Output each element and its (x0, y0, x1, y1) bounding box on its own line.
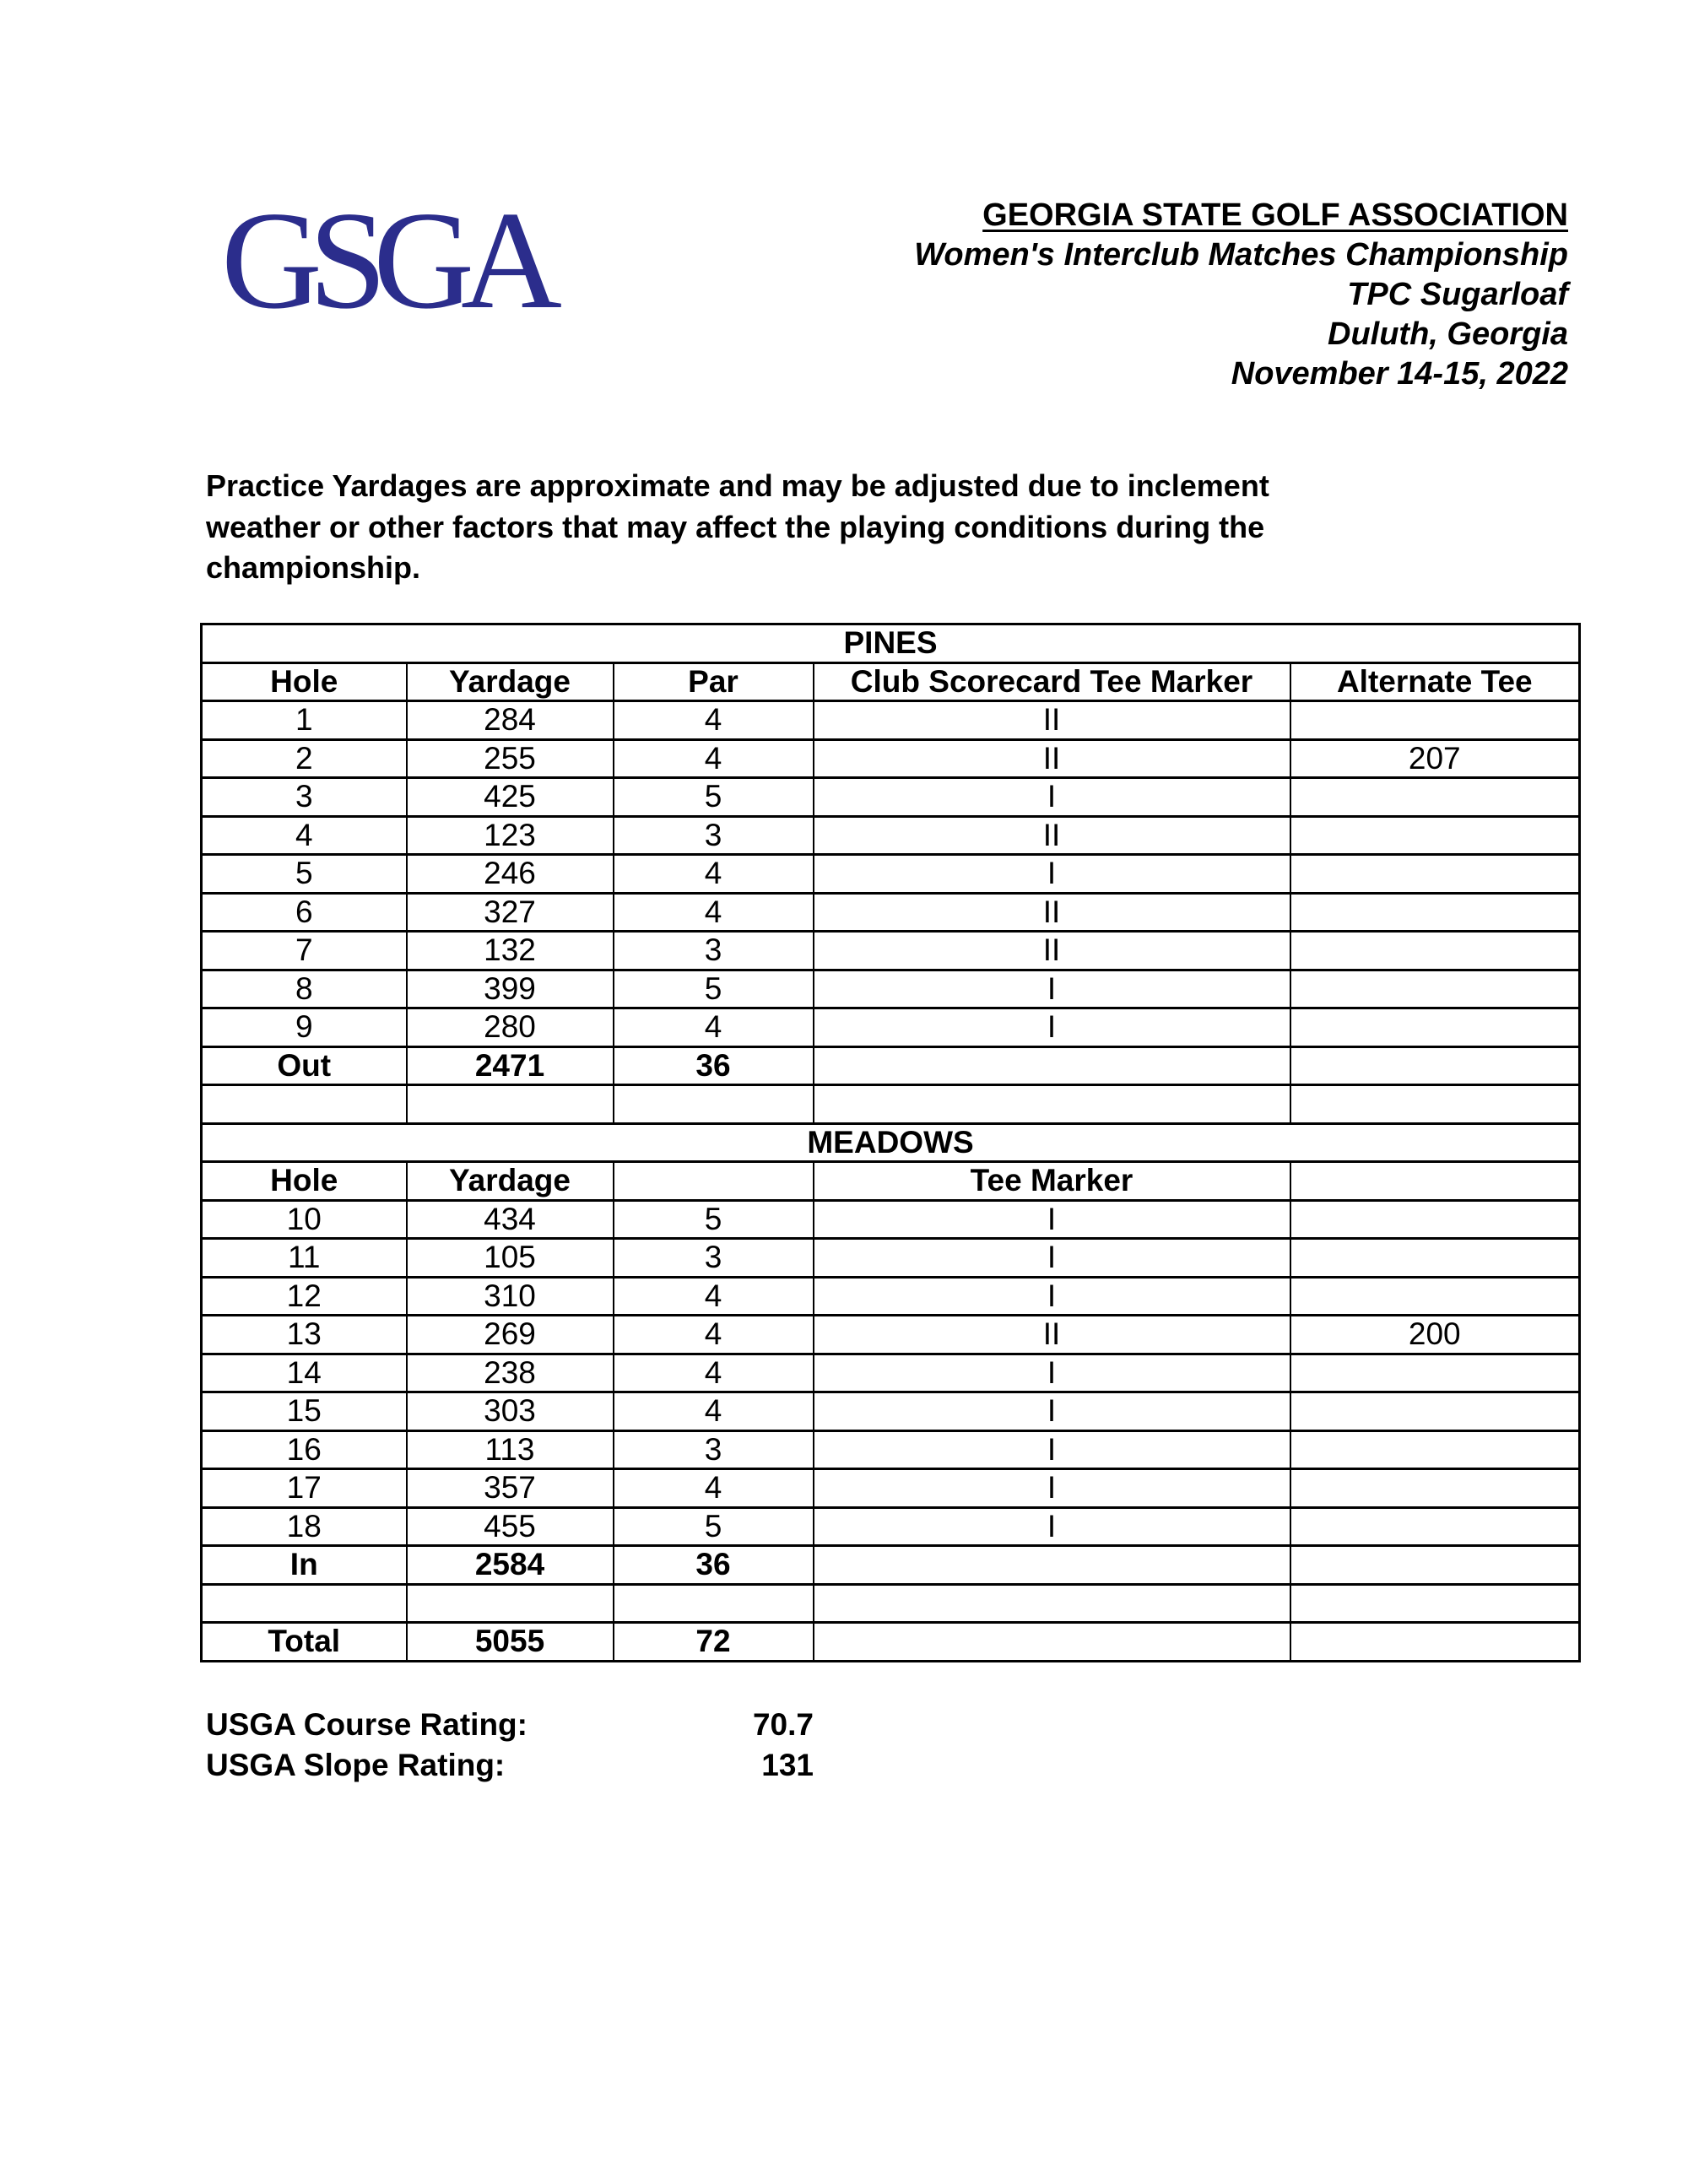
column-header: Yardage (407, 1162, 614, 1201)
hole-hole-cell: 13 (202, 1316, 407, 1354)
hole-tee-cell: I (814, 1354, 1290, 1392)
hole-row (202, 739, 1580, 778)
hole-row (202, 1277, 1580, 1316)
hole-yardage-cell: 425 (407, 778, 614, 817)
hole-par-cell: 4 (614, 739, 814, 778)
hole-row (202, 1316, 1580, 1354)
event-header (914, 196, 1568, 394)
hole-hole-cell: 2 (202, 739, 407, 778)
hole-par-cell: 3 (614, 1430, 814, 1469)
empty-cell (407, 1584, 614, 1623)
hole-row (202, 1469, 1580, 1508)
hole-par-cell: 5 (614, 778, 814, 817)
hole-yardage-cell: 455 (407, 1507, 614, 1546)
hole-yardage-cell: 284 (407, 701, 614, 740)
hole-alt-cell: 207 (1290, 739, 1580, 778)
hole-row (202, 1239, 1580, 1278)
hole-yardage-cell: 123 (407, 816, 614, 855)
out-row-par: 36 (614, 1046, 814, 1085)
empty-cell (814, 1546, 1290, 1585)
hole-par-cell: 4 (614, 701, 814, 740)
hole-hole-cell: 11 (202, 1239, 407, 1278)
hole-tee-cell: I (814, 778, 1290, 817)
hole-row (202, 893, 1580, 932)
yardage-table (200, 623, 1581, 1662)
hole-alt-cell (1290, 701, 1580, 740)
hole-yardage-cell: 269 (407, 1316, 614, 1354)
hole-tee-cell: I (814, 1200, 1290, 1239)
empty-cell (814, 1085, 1290, 1124)
in-row-par: 36 (614, 1546, 814, 1585)
hole-row (202, 970, 1580, 1008)
hole-par-cell: 4 (614, 1316, 814, 1354)
column-header: Club Scorecard Tee Marker (814, 662, 1290, 701)
hole-alt-cell (1290, 1239, 1580, 1278)
hole-yardage-cell: 255 (407, 739, 614, 778)
hole-alt-cell (1290, 1392, 1580, 1431)
column-header: Alternate Tee (1290, 662, 1580, 701)
hole-alt-cell (1290, 1008, 1580, 1047)
out-row-yardage: 2471 (407, 1046, 614, 1085)
hole-yardage-cell: 434 (407, 1200, 614, 1239)
course-rating-row (206, 1705, 814, 1745)
empty-cell (814, 1584, 1290, 1623)
hole-alt-cell (1290, 855, 1580, 894)
empty-cell (614, 1085, 814, 1124)
hole-yardage-cell: 357 (407, 1469, 614, 1508)
hole-alt-cell (1290, 970, 1580, 1008)
hole-hole-cell: 17 (202, 1469, 407, 1508)
hole-alt-cell (1290, 1469, 1580, 1508)
hole-row (202, 1200, 1580, 1239)
hole-par-cell: 4 (614, 1469, 814, 1508)
total-row-label: Total (202, 1623, 407, 1662)
empty-cell (202, 1584, 407, 1623)
hole-tee-cell: I (814, 1277, 1290, 1316)
hole-row (202, 1507, 1580, 1546)
hole-hole-cell: 6 (202, 893, 407, 932)
hole-hole-cell: 4 (202, 816, 407, 855)
in-row-yardage: 2584 (407, 1546, 614, 1585)
meadows-header-row (202, 1162, 1580, 1201)
empty-cell (1290, 1085, 1580, 1124)
hole-yardage-cell: 113 (407, 1430, 614, 1469)
course-rating-value: 70.7 (752, 1707, 814, 1742)
hole-par-cell: 4 (614, 1277, 814, 1316)
hole-tee-cell: II (814, 1316, 1290, 1354)
empty-cell (814, 1046, 1290, 1085)
empty-cell (1290, 1623, 1580, 1662)
slope-rating-label: USGA Slope Rating: (206, 1748, 506, 1782)
in-row-label: In (202, 1546, 407, 1585)
hole-tee-cell: I (814, 1239, 1290, 1278)
hole-hole-cell: 10 (202, 1200, 407, 1239)
hole-tee-cell: I (814, 1507, 1290, 1546)
hole-tee-cell: I (814, 1392, 1290, 1431)
hole-hole-cell: 12 (202, 1277, 407, 1316)
hole-alt-cell: 200 (1290, 1316, 1580, 1354)
event-dates: November 14-15, 2022 (1231, 356, 1568, 392)
hole-hole-cell: 16 (202, 1430, 407, 1469)
hole-par-cell: 5 (614, 1200, 814, 1239)
hole-alt-cell (1290, 816, 1580, 855)
hole-hole-cell: 3 (202, 778, 407, 817)
hole-row (202, 855, 1580, 894)
hole-tee-cell: I (814, 970, 1290, 1008)
slope-rating-value: 131 (761, 1748, 814, 1782)
hole-tee-cell: I (814, 855, 1290, 894)
hole-alt-cell (1290, 1430, 1580, 1469)
event-name: Women's Interclub Matches Championship (914, 237, 1568, 273)
hole-tee-cell: II (814, 932, 1290, 970)
hole-tee-cell: II (814, 893, 1290, 932)
hole-yardage-cell: 310 (407, 1277, 614, 1316)
hole-yardage-cell: 238 (407, 1354, 614, 1392)
total-row-par: 72 (614, 1623, 814, 1662)
hole-yardage-cell: 280 (407, 1008, 614, 1047)
hole-row (202, 701, 1580, 740)
empty-cell (814, 1623, 1290, 1662)
hole-par-cell: 4 (614, 893, 814, 932)
empty-cell (614, 1584, 814, 1623)
hole-tee-cell: II (814, 739, 1290, 778)
hole-yardage-cell: 105 (407, 1239, 614, 1278)
hole-par-cell: 3 (614, 932, 814, 970)
column-header (1290, 1162, 1580, 1201)
usga-ratings (206, 1705, 814, 1786)
gsga-logo: GSGA (221, 182, 549, 338)
hole-par-cell: 4 (614, 1354, 814, 1392)
hole-par-cell: 3 (614, 1239, 814, 1278)
hole-row (202, 816, 1580, 855)
hole-tee-cell: II (814, 701, 1290, 740)
out-row-label: Out (202, 1046, 407, 1085)
pines-section-row (202, 624, 1580, 663)
empty-cell (407, 1085, 614, 1124)
location: Duluth, Georgia (1328, 316, 1568, 352)
hole-hole-cell: 1 (202, 701, 407, 740)
in-row (202, 1546, 1580, 1585)
blank-row (202, 1085, 1580, 1124)
hole-yardage-cell: 132 (407, 932, 614, 970)
column-header: Hole (202, 662, 407, 701)
hole-alt-cell (1290, 893, 1580, 932)
hole-alt-cell (1290, 1354, 1580, 1392)
hole-par-cell: 4 (614, 1392, 814, 1431)
blank-row (202, 1584, 1580, 1623)
hole-alt-cell (1290, 932, 1580, 970)
hole-yardage-cell: 327 (407, 893, 614, 932)
hole-hole-cell: 14 (202, 1354, 407, 1392)
hole-par-cell: 4 (614, 855, 814, 894)
hole-par-cell: 3 (614, 816, 814, 855)
column-header: Par (614, 662, 814, 701)
total-row-yardage: 5055 (407, 1623, 614, 1662)
slope-rating-row (206, 1745, 814, 1786)
hole-alt-cell (1290, 1277, 1580, 1316)
hole-tee-cell: II (814, 816, 1290, 855)
empty-cell (1290, 1546, 1580, 1585)
hole-tee-cell: I (814, 1008, 1290, 1047)
hole-alt-cell (1290, 778, 1580, 817)
hole-row (202, 1354, 1580, 1392)
yardage-disclaimer: Practice Yardages are approximate and may be adjusted due to inclement weather or other factors that may affect the playing conditions during the championship. (206, 468, 1269, 585)
hole-row (202, 778, 1580, 817)
column-header (614, 1162, 814, 1201)
organization-name: GEORGIA STATE GOLF ASSOCIATION (982, 197, 1568, 233)
hole-tee-cell: I (814, 1430, 1290, 1469)
hole-row (202, 1008, 1580, 1047)
hole-alt-cell (1290, 1200, 1580, 1239)
pines-section-title: PINES (202, 624, 1580, 663)
column-header: Yardage (407, 662, 614, 701)
hole-hole-cell: 9 (202, 1008, 407, 1047)
column-header: Hole (202, 1162, 407, 1201)
empty-cell (1290, 1046, 1580, 1085)
hole-row (202, 932, 1580, 970)
empty-cell (1290, 1584, 1580, 1623)
empty-cell (202, 1085, 407, 1124)
hole-yardage-cell: 399 (407, 970, 614, 1008)
hole-row (202, 1430, 1580, 1469)
hole-hole-cell: 15 (202, 1392, 407, 1431)
hole-hole-cell: 18 (202, 1507, 407, 1546)
meadows-section-row (202, 1123, 1580, 1162)
total-row (202, 1623, 1580, 1662)
out-row (202, 1046, 1580, 1085)
hole-hole-cell: 7 (202, 932, 407, 970)
pines-header-row (202, 662, 1580, 701)
hole-hole-cell: 5 (202, 855, 407, 894)
venue: TPC Sugarloaf (1347, 277, 1568, 312)
hole-par-cell: 5 (614, 970, 814, 1008)
hole-row (202, 1392, 1580, 1431)
hole-yardage-cell: 303 (407, 1392, 614, 1431)
column-header: Tee Marker (814, 1162, 1290, 1201)
hole-tee-cell: I (814, 1469, 1290, 1508)
hole-par-cell: 5 (614, 1507, 814, 1546)
meadows-section-title: MEADOWS (202, 1123, 1580, 1162)
course-rating-label: USGA Course Rating: (206, 1707, 528, 1742)
hole-hole-cell: 8 (202, 970, 407, 1008)
hole-par-cell: 4 (614, 1008, 814, 1047)
hole-alt-cell (1290, 1507, 1580, 1546)
hole-yardage-cell: 246 (407, 855, 614, 894)
